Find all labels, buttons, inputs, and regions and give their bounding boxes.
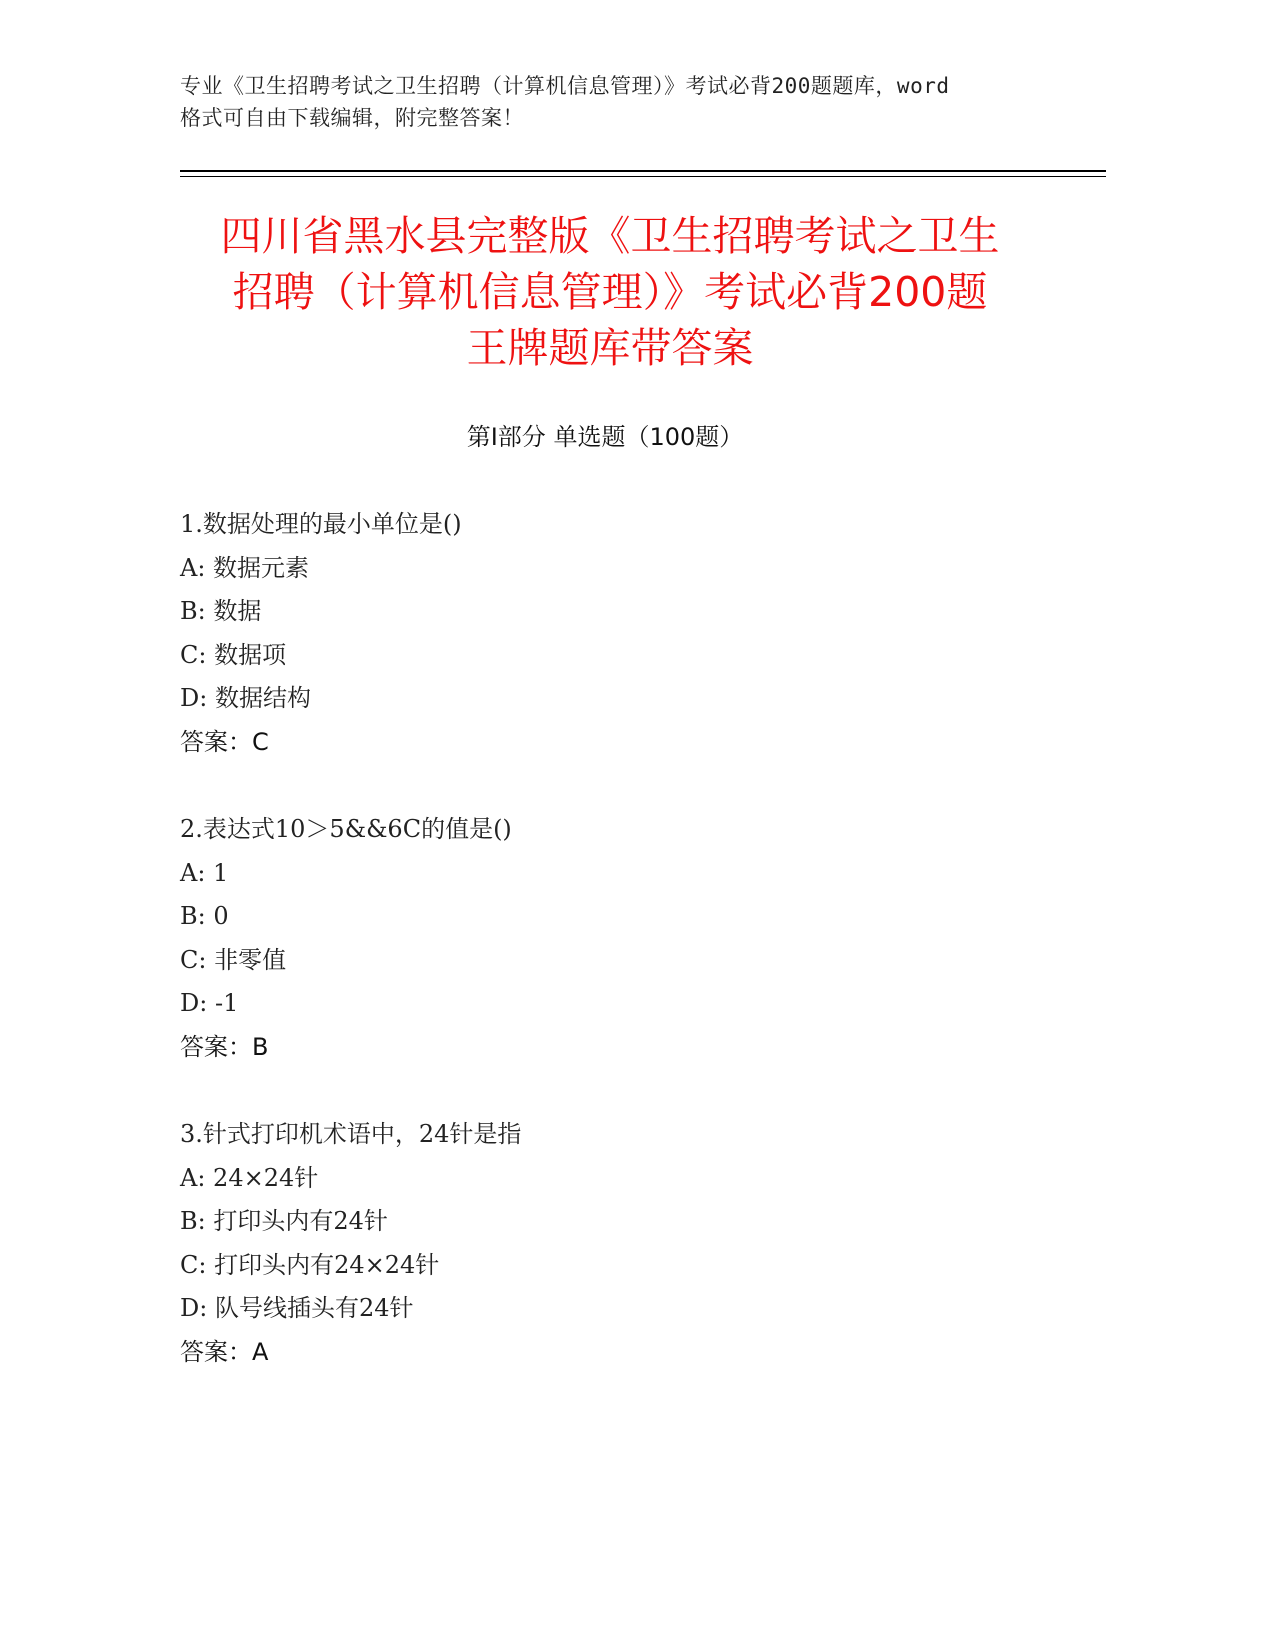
option-b: B: 数据: [180, 597, 262, 625]
header-divider-thin: [180, 176, 1106, 177]
option-c: C: 非零值: [180, 945, 287, 974]
question-3: [180, 1113, 1080, 1374]
header-note-line-1: 专业《卫生招聘考试之卫生招聘（计算机信息管理）》考试必背200题题库，word: [180, 74, 950, 98]
document-title-line-1: 四川省黑水县完整版《卫生招聘考试之卫生: [220, 212, 1000, 260]
option-c: C: 数据项: [180, 640, 287, 669]
question-stem: 3.针式打印机术语中，24针是指: [180, 1120, 522, 1148]
document-title: [150, 208, 1070, 376]
option-a: A: 1: [180, 858, 229, 887]
option-d: D: 数据结构: [180, 684, 311, 712]
option-a: A: 数据元素: [180, 553, 310, 582]
answer: 答案：B: [180, 1032, 269, 1061]
answer: 答案：A: [180, 1337, 269, 1366]
header-note: [180, 70, 1060, 134]
option-b: B: 打印头内有24针: [180, 1207, 388, 1235]
option-b: B: 0: [180, 902, 229, 930]
section-title: 第Ⅰ部分 单选题（100题）: [466, 423, 744, 451]
header-note-line-2: 格式可自由下载编辑，附完整答案！: [180, 106, 524, 130]
header-divider-thick: [180, 170, 1106, 172]
option-a: A: 24×24针: [180, 1163, 319, 1192]
document-title-line-2: 招聘（计算机信息管理）》考试必背200题: [232, 268, 988, 316]
question-1: [180, 503, 1080, 764]
question-stem: 2.表达式10＞5&&6C的值是(): [180, 815, 512, 843]
document-title-line-3: 王牌题库带答案: [466, 324, 754, 372]
option-d: D: 队号线插头有24针: [180, 1294, 414, 1322]
question-stem: 1.数据处理的最小单位是(): [180, 510, 462, 538]
option-c: C: 打印头内有24×24针: [180, 1250, 440, 1279]
question-2: [180, 808, 1080, 1069]
option-d: D: -1: [180, 989, 239, 1017]
answer: 答案：C: [180, 727, 269, 756]
